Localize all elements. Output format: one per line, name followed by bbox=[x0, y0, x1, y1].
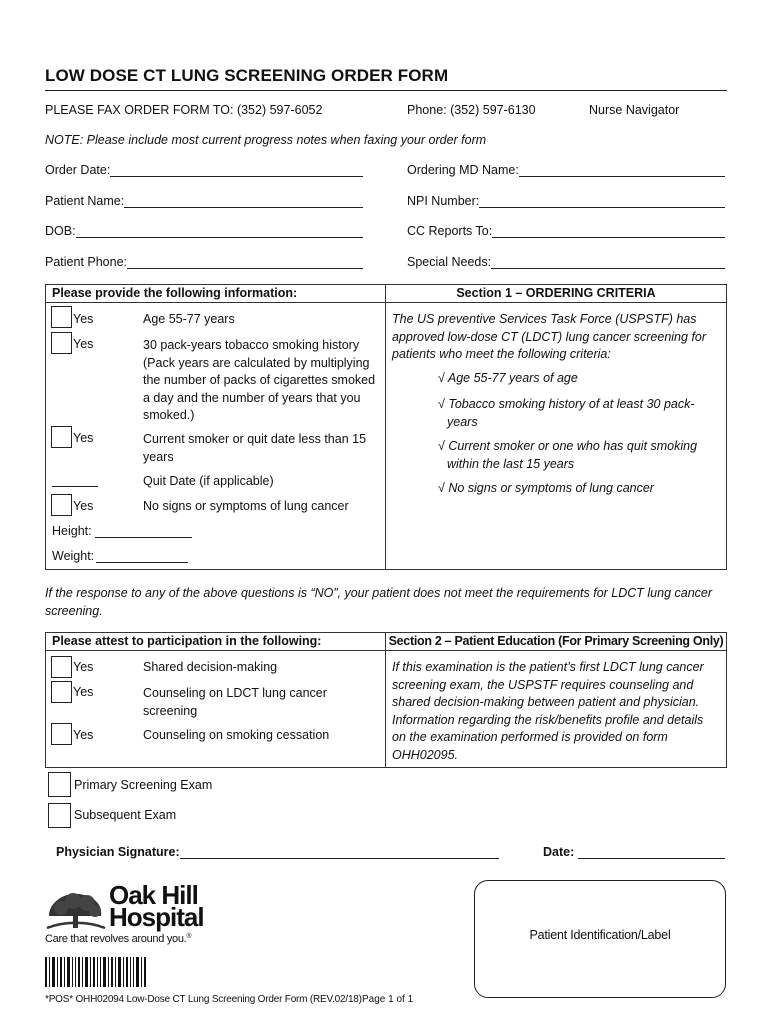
weight-label: Weight: bbox=[52, 549, 95, 563]
primary-screening-label: Primary Screening Exam bbox=[74, 778, 213, 792]
patient-phone-field[interactable] bbox=[45, 255, 363, 269]
smoking-cessation-item: Counseling on smoking cessation bbox=[143, 728, 330, 742]
dob-label: DOB: bbox=[45, 224, 76, 238]
weight-field[interactable] bbox=[52, 549, 188, 563]
ldct-counseling-yes-label: Yes bbox=[73, 685, 94, 699]
patient-phone-line[interactable] bbox=[127, 255, 363, 269]
note-text: NOTE: Please include most current progress notes when faxing your order form bbox=[45, 133, 487, 147]
education-text: If this examination is the patient’s first LDCT lung cancer screening exam, the USPSTF requires counseling and shared decision-making between patient and physician. Information regarding the risk/benefits profile and details on the examination performed is provided on form OHH02095. bbox=[392, 660, 704, 762]
patient-label-box[interactable] bbox=[474, 880, 726, 998]
height-field[interactable] bbox=[52, 524, 192, 538]
npi-label: NPI Number: bbox=[407, 194, 480, 208]
eligibility-notice: If the response to any of the above questions is “NO”, your patient does not meet the requirements for LDCT lung cancer screening. bbox=[45, 586, 713, 618]
ordering-md-line[interactable] bbox=[519, 163, 725, 177]
phone-number: Phone: (352) 597-6130 bbox=[407, 103, 536, 117]
section2-table bbox=[45, 632, 727, 768]
special-needs-field[interactable] bbox=[407, 255, 725, 269]
age-checkbox[interactable] bbox=[51, 306, 72, 328]
primary-screening-checkbox[interactable] bbox=[48, 772, 71, 797]
patient-label-text: Patient Identification/Label bbox=[529, 928, 671, 942]
quit-date-line[interactable] bbox=[52, 486, 98, 487]
patient-name-label: Patient Name: bbox=[45, 194, 125, 208]
order-date-line[interactable] bbox=[110, 163, 363, 177]
weight-line[interactable] bbox=[96, 549, 188, 563]
signature-date-label: Date: bbox=[543, 845, 575, 859]
section1-right-header: Section 1 – ORDERING CRITERIA bbox=[456, 286, 656, 300]
smoking-cessation-checkbox[interactable] bbox=[51, 723, 72, 745]
form-title: LOW DOSE CT LUNG SCREENING ORDER FORM bbox=[45, 66, 449, 85]
subsequent-exam-checkbox[interactable] bbox=[48, 803, 71, 828]
section1-table bbox=[45, 284, 727, 570]
pack-years-checkbox[interactable] bbox=[51, 332, 72, 354]
page-number: Page 1 of 1 bbox=[362, 994, 414, 1005]
physician-signature-line[interactable] bbox=[180, 845, 499, 859]
height-line[interactable] bbox=[95, 524, 192, 538]
section2-left-header: Please attest to participation in the following: bbox=[52, 634, 322, 648]
smoking-cessation-yes-label: Yes bbox=[73, 728, 94, 742]
criteria-intro: The US preventive Services Task Force (USPSTF) has approved low-dose CT (LDCT) lung cancer screening for patients who meet the following criteria: bbox=[392, 312, 707, 361]
ordering-md-label: Ordering MD Name: bbox=[407, 163, 519, 177]
criteria-tobacco: √ Tobacco smoking history of at least 30 pack-years bbox=[438, 397, 695, 429]
barcode-graphic bbox=[45, 957, 147, 987]
special-needs-line[interactable] bbox=[491, 255, 725, 269]
nurse-navigator: Nurse Navigator bbox=[589, 103, 680, 117]
no-symptoms-criterion: No signs or symptoms of lung cancer bbox=[143, 499, 349, 513]
title-divider bbox=[45, 90, 727, 91]
oak-tree-icon bbox=[45, 888, 107, 932]
logo-tagline bbox=[45, 933, 191, 945]
current-smoker-yes-label: Yes bbox=[73, 431, 94, 445]
quit-date-label: Quit Date (if applicable) bbox=[143, 474, 274, 488]
section1-left-header: Please provide the following information: bbox=[52, 286, 298, 300]
ldct-counseling-item: Counseling on LDCT lung cancer screening bbox=[143, 686, 327, 718]
npi-line[interactable] bbox=[479, 194, 725, 208]
pack-years-criterion: 30 pack-years tobacco smoking history (Pack years are calculated by multiplying the number of packs of cigarettes smoked a day and the number of years that you smoked.) bbox=[143, 338, 376, 422]
ldct-counseling-checkbox[interactable] bbox=[51, 681, 72, 703]
hospital-logo bbox=[45, 880, 215, 948]
subsequent-exam-label: Subsequent Exam bbox=[74, 808, 177, 822]
criteria-current-smoker: √ Current smoker or one who has quit smoking within the last 15 years bbox=[438, 439, 698, 471]
tagline-mark: ® bbox=[186, 933, 192, 940]
no-symptoms-checkbox[interactable] bbox=[51, 494, 72, 516]
section2-right-header: Section 2 – Patient Education (For Primary Screening Only) bbox=[388, 634, 724, 648]
physician-signature-label: Physician Signature: bbox=[56, 845, 180, 859]
physician-signature-field[interactable] bbox=[56, 845, 499, 859]
signature-date-line[interactable] bbox=[578, 845, 725, 859]
patient-name-line[interactable] bbox=[124, 194, 363, 208]
no-symptoms-yes-label: Yes bbox=[73, 499, 94, 513]
order-date-field[interactable] bbox=[45, 163, 363, 177]
criteria-age: √ Age 55-77 years of age bbox=[438, 371, 578, 385]
dob-field[interactable] bbox=[45, 224, 363, 238]
shared-decision-checkbox[interactable] bbox=[51, 656, 72, 678]
cc-reports-label: CC Reports To: bbox=[407, 224, 493, 238]
logo-line1: Oak Hill bbox=[109, 880, 198, 910]
ordering-md-field[interactable] bbox=[407, 163, 725, 177]
age-yes-label: Yes bbox=[73, 312, 94, 326]
cc-reports-line[interactable] bbox=[492, 224, 725, 238]
signature-date-field[interactable] bbox=[543, 845, 725, 859]
fax-number: PLEASE FAX ORDER FORM TO: (352) 597-6052 bbox=[45, 103, 323, 117]
npi-field[interactable] bbox=[407, 194, 725, 208]
special-needs-label: Special Needs: bbox=[407, 255, 492, 269]
shared-decision-yes-label: Yes bbox=[73, 660, 94, 674]
current-smoker-criterion: Current smoker or quit date less than 15 years bbox=[143, 432, 367, 464]
patient-phone-label: Patient Phone: bbox=[45, 255, 128, 269]
cc-reports-field[interactable] bbox=[407, 224, 725, 238]
height-label: Height: bbox=[52, 524, 92, 538]
section1-divider bbox=[385, 285, 386, 569]
patient-name-field[interactable] bbox=[45, 194, 363, 208]
order-date-label: Order Date: bbox=[45, 163, 111, 177]
criteria-no-symptoms: √ No signs or symptoms of lung cancer bbox=[438, 481, 654, 495]
shared-decision-item: Shared decision-making bbox=[143, 660, 278, 674]
dob-line[interactable] bbox=[76, 224, 363, 238]
age-criterion: Age 55-77 years bbox=[143, 312, 235, 326]
logo-line2: Hospital bbox=[109, 902, 204, 932]
current-smoker-checkbox[interactable] bbox=[51, 426, 72, 448]
form-id-footer: *POS* OHH02094 Low-Dose CT Lung Screening Order Form (REV.02/18) bbox=[45, 994, 362, 1005]
tagline-text: Care that revolves around you. bbox=[45, 933, 187, 945]
pack-years-yes-label: Yes bbox=[73, 337, 94, 351]
section2-divider bbox=[385, 633, 386, 767]
